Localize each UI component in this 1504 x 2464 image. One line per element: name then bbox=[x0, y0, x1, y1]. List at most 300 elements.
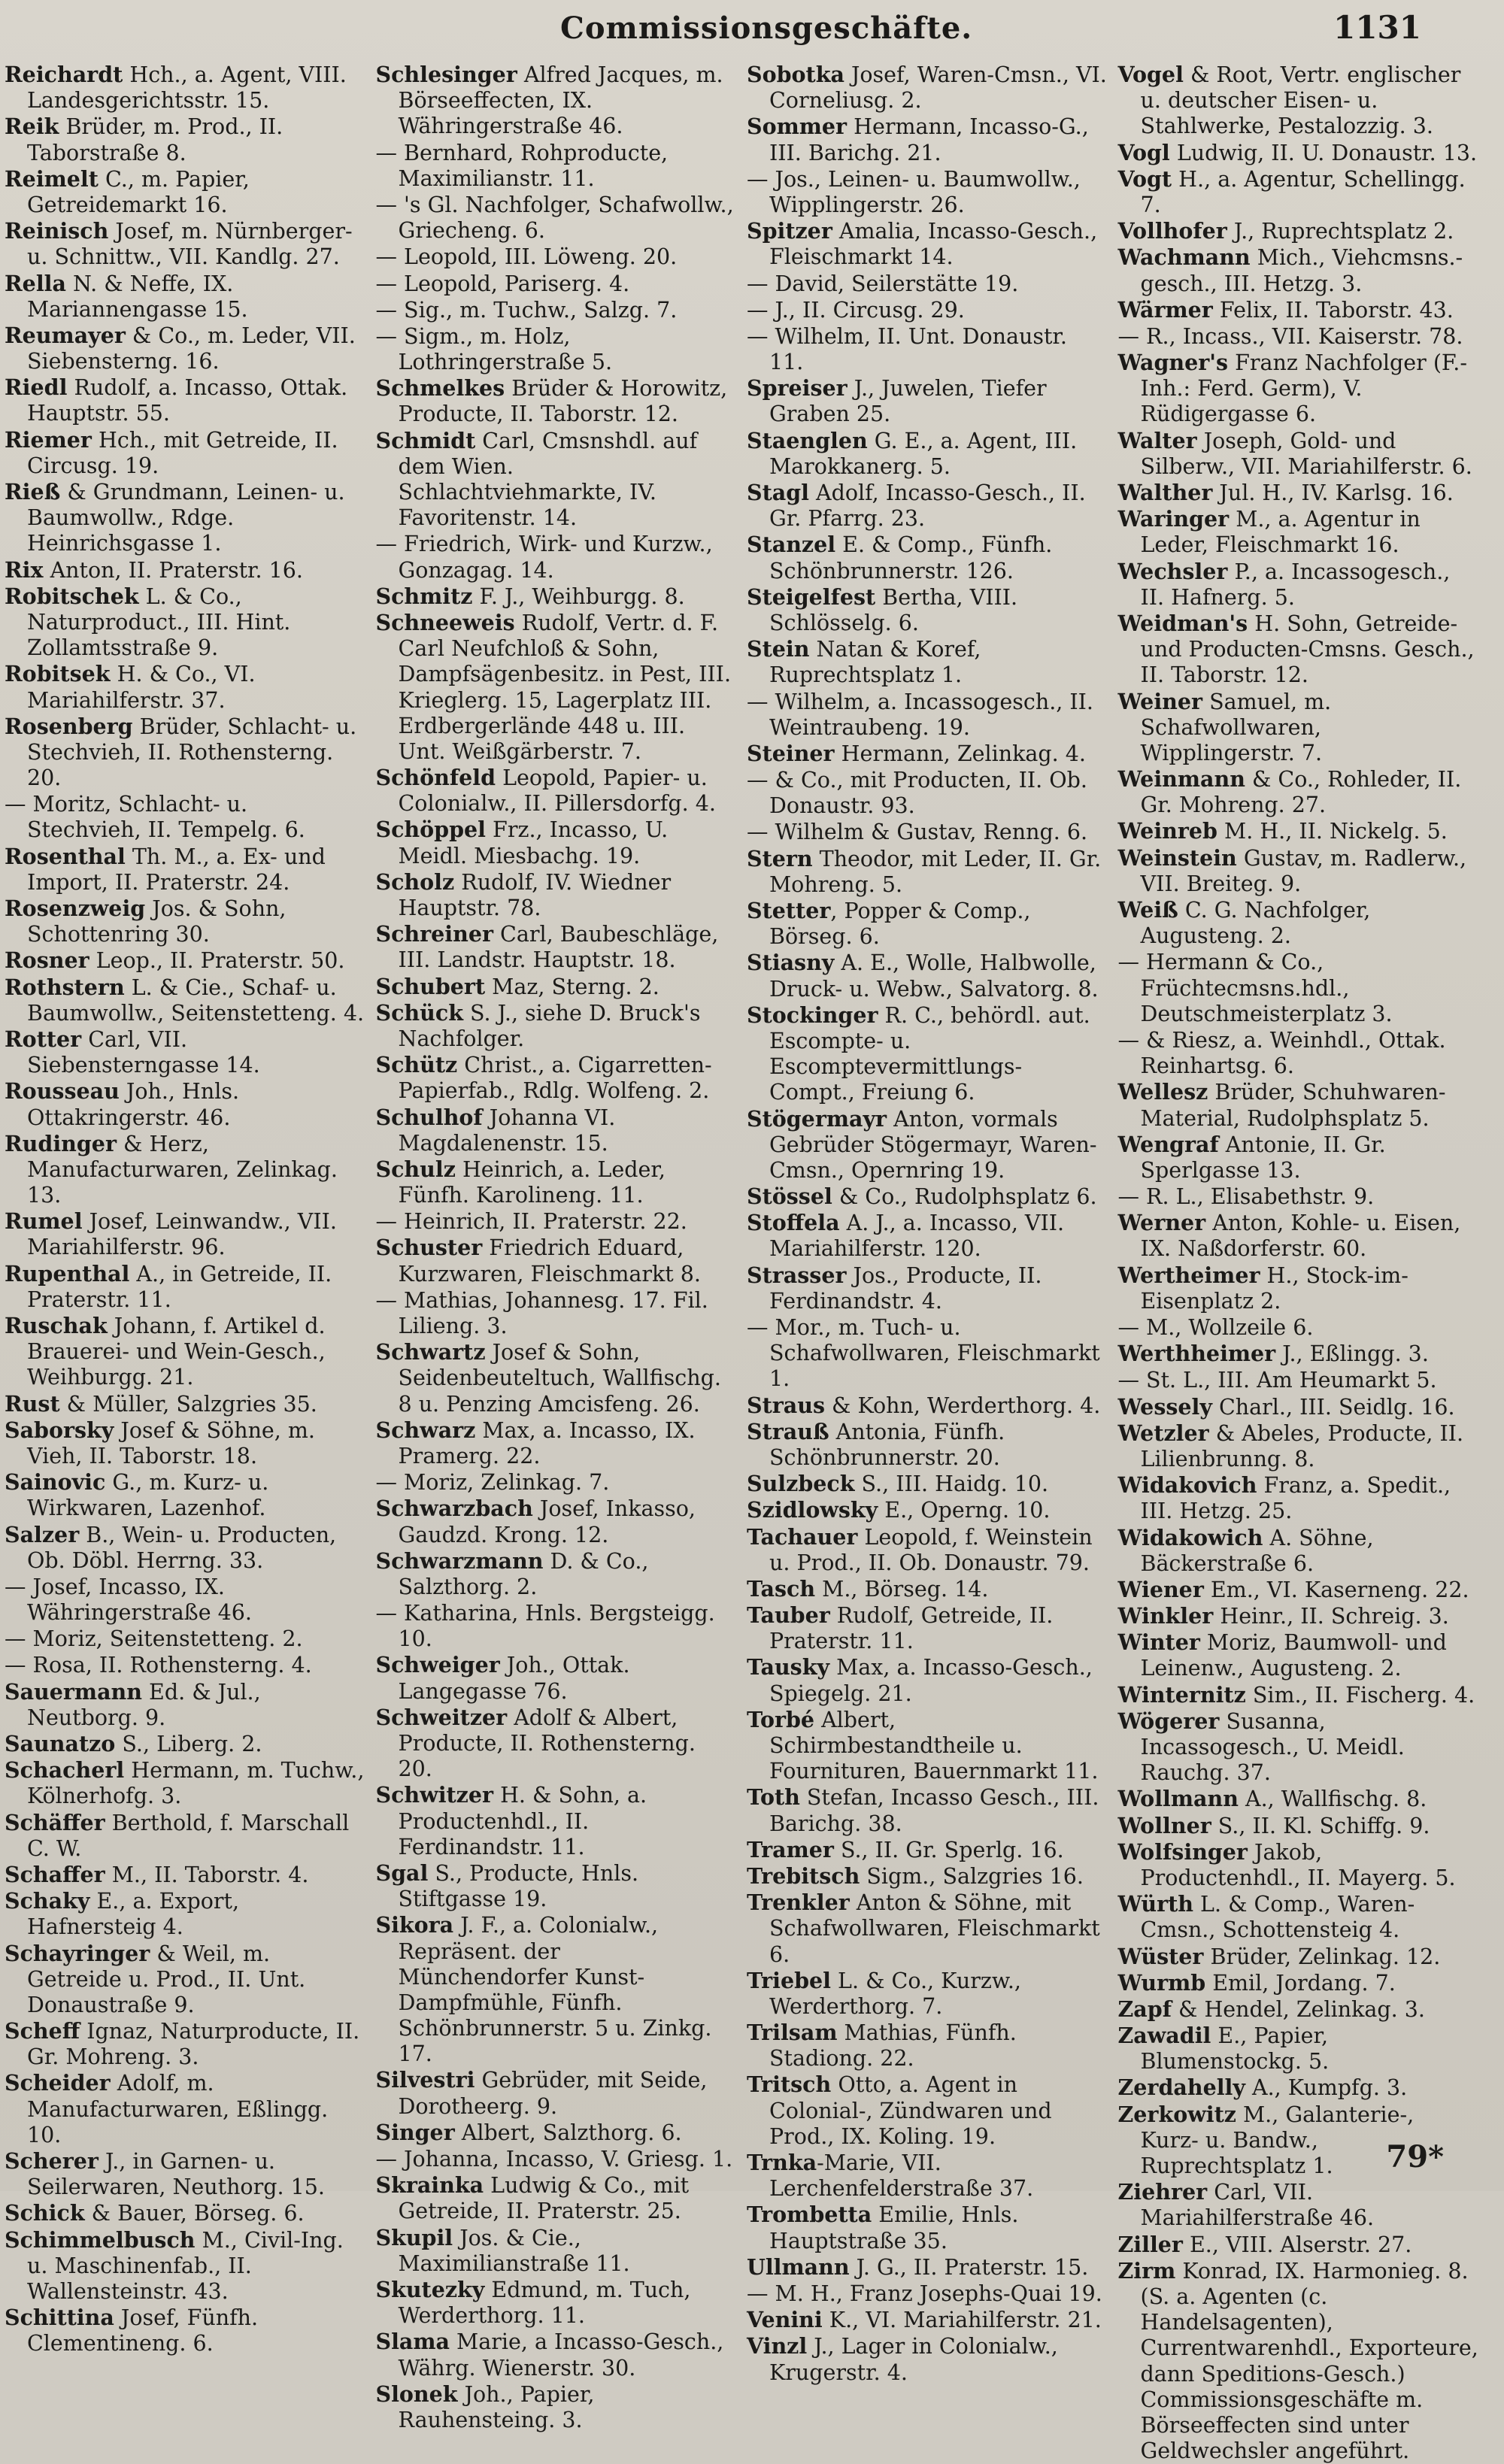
entry-details: Hermann, Incasso-G., III. Barichg. 21. bbox=[769, 114, 1089, 165]
directory-entry bbox=[747, 2307, 1108, 2333]
directory-entry bbox=[747, 1654, 1108, 1706]
directory-entry bbox=[1118, 1786, 1479, 1812]
entry-name: Rix bbox=[5, 556, 44, 583]
entry-name: Rothstern bbox=[5, 974, 125, 1000]
directory-entry bbox=[376, 1105, 737, 1156]
directory-entry bbox=[5, 1652, 365, 1678]
entry-details: M., Civil-Ing. u. Maschinenfab., II. Wallensteinstr. 43. bbox=[27, 2227, 344, 2304]
entry-name: Reichardt bbox=[5, 62, 123, 87]
directory-entry bbox=[747, 898, 1108, 950]
entry-details: Josef & Söhne, m. Vieh, II. Taborstr. 18. bbox=[27, 1417, 315, 1468]
entry-details: & Root, Vertr. englischer u. deutscher Eisen- u. Stahlwerke, Pestalozzig. 3. bbox=[1140, 62, 1461, 139]
entry-name: Tachauer bbox=[747, 1523, 858, 1550]
entry-name: Schreiner bbox=[375, 921, 493, 947]
entry-details: — Wilhelm, a. Incassogesch., II. Weintraubeng. 19. bbox=[747, 689, 1093, 740]
page-title: Commissionsgeschäfte. bbox=[560, 11, 973, 46]
directory-entry bbox=[747, 323, 1108, 375]
entry-name: Trenkler bbox=[747, 1890, 850, 1916]
entry-details: S., Liberg. 2. bbox=[115, 1732, 262, 1756]
entry-name: Zawadil bbox=[1117, 2023, 1211, 2049]
directory-entry bbox=[376, 428, 737, 532]
entry-details: L. & Co., Naturproduct., III. Hint. Zollamtsstraße 9. bbox=[27, 583, 291, 661]
entry-details: Heinr., II. Schreig. 3. bbox=[1213, 1604, 1449, 1629]
entry-details: — & Riesz, a. Weinhdl., Ottak. Reinhartsg. 6. bbox=[1117, 1027, 1446, 1079]
entry-name: Schlesinger bbox=[375, 62, 517, 87]
entry-details: Felix, II. Taborstr. 43. bbox=[1212, 297, 1454, 323]
entry-details: Antonia, Fünfh. Schönbrunnerstr. 20. bbox=[769, 1419, 1005, 1470]
entry-name: Werthheimer bbox=[1117, 1341, 1276, 1367]
entry-details: A. Söhne, Bäckerstraße 6. bbox=[1140, 1525, 1374, 1576]
entry-name: Wachmann bbox=[1117, 244, 1251, 271]
directory-entry bbox=[376, 1339, 737, 1417]
directory-entry bbox=[5, 844, 365, 896]
directory-entry bbox=[1118, 1944, 1479, 1970]
page-header bbox=[0, 6, 1504, 53]
entry-details: Th. M., a. Ex- und Import, II. Praterstr. 24. bbox=[27, 844, 326, 895]
entry-details: J., Lager in Colonialw., Krugerstr. 4. bbox=[769, 2334, 1058, 2385]
directory-entry bbox=[5, 479, 365, 557]
directory-entry bbox=[5, 2148, 365, 2200]
entry-name: Reimelt bbox=[5, 165, 99, 192]
directory-entry bbox=[1118, 1367, 1479, 1393]
entry-details: L. & Co., Kurzw., Werderthorg. 7. bbox=[769, 1968, 1021, 2019]
entry-details: Johanna VI. Magdalenenstr. 15. bbox=[398, 1105, 616, 1156]
entry-details: Carl, VII. Siebensterngasse 14. bbox=[27, 1026, 260, 1078]
directory-entry bbox=[5, 2070, 365, 2148]
directory-entry bbox=[1118, 766, 1479, 818]
entry-details: Gustav, m. Radlerw., VII. Breiteg. 9. bbox=[1140, 845, 1467, 896]
entry-details: Jos. & Sohn, Schottenring 30. bbox=[27, 896, 287, 947]
entry-name: Rust bbox=[5, 1390, 60, 1417]
directory-entry bbox=[747, 950, 1108, 1002]
entry-name: Stögermayr bbox=[747, 1105, 887, 1132]
entry-name: Schmelkes bbox=[375, 375, 505, 402]
entry-name: Wärmer bbox=[1117, 296, 1213, 323]
entry-details: Leop., II. Praterstr. 50. bbox=[89, 948, 345, 974]
directory-entry bbox=[376, 1705, 737, 1783]
entry-details: Carl, VII. Mariahilferstraße 46. bbox=[1140, 2180, 1375, 2231]
directory-entry bbox=[1118, 1682, 1479, 1708]
entry-name: Ruschak bbox=[5, 1313, 108, 1338]
entry-details: Marie, a Incasso-Gesch., Währg. Wienerstr. 30. bbox=[398, 2329, 724, 2381]
entry-details: Josef & Sohn, Seidenbeuteltuch, Wallfischg. 8 u. Penzing Amcisfeng. 26. bbox=[398, 1340, 721, 1417]
directory-entry bbox=[376, 1417, 737, 1469]
directory-entry bbox=[376, 1782, 737, 1860]
directory-entry bbox=[747, 1002, 1108, 1106]
entry-details: — Leopold, Pariserg. 4. bbox=[375, 271, 630, 296]
entry-details: Samuel, m. Schafwollwaren, Wipplingerstr. 7. bbox=[1140, 689, 1332, 765]
entry-name: Sobotka bbox=[747, 62, 844, 87]
directory-entry bbox=[1118, 2023, 1479, 2075]
directory-entry bbox=[747, 375, 1108, 427]
entry-details: Brüder, Zelinkag. 12. bbox=[1203, 1944, 1441, 1969]
directory-entry bbox=[5, 1131, 365, 1209]
entry-name: Sommer bbox=[747, 114, 848, 140]
entry-name: Saborsky bbox=[5, 1417, 114, 1443]
entry-details: Brüder & Horowitz, Producte, II. Taborstr. 12. bbox=[398, 376, 728, 427]
entry-name: Strauß bbox=[747, 1418, 829, 1444]
entry-name: Strasser bbox=[747, 1262, 847, 1288]
entry-details: D. & Co., Salzthorg. 2. bbox=[398, 1548, 649, 1599]
directory-columns bbox=[5, 62, 1478, 2464]
directory-entry bbox=[376, 375, 737, 427]
entry-details: Gebrüder, mit Seide, Dorotheerg. 9. bbox=[398, 2068, 708, 2119]
directory-entry bbox=[1118, 2258, 1479, 2464]
entry-name: Sulzbeck bbox=[747, 1471, 855, 1497]
directory-entry bbox=[5, 1078, 365, 1130]
entry-name: Spreiser bbox=[747, 375, 848, 402]
entry-details: — Sig., m. Tuchw., Salzg. 7. bbox=[375, 297, 678, 323]
page-number: 1131 bbox=[1333, 9, 1421, 46]
entry-name: Schwarz bbox=[375, 1417, 476, 1443]
entry-details: Leopold, f. Weinstein u. Prod., II. Ob. Donaustr. 79. bbox=[769, 1524, 1093, 1575]
entry-details: Josef, Fünfh. Clementineng. 6. bbox=[27, 2305, 259, 2356]
entry-name: Stiasny bbox=[747, 950, 835, 976]
entry-details: — Rosa, II. Rothensterng. 4. bbox=[5, 1653, 312, 1678]
entry-name: Ziller bbox=[1117, 2231, 1183, 2257]
entry-details: Joh., Ottak. Langegasse 76. bbox=[398, 1653, 630, 1704]
directory-entry bbox=[5, 1626, 365, 1652]
entry-details: & Bauer, Börseg. 6. bbox=[84, 2201, 305, 2226]
entry-name: Triebel bbox=[747, 1967, 831, 1993]
entry-name: Sauermann bbox=[5, 1678, 142, 1705]
entry-name: Vogl bbox=[1117, 139, 1170, 165]
directory-entry bbox=[747, 532, 1108, 583]
directory-entry bbox=[376, 2225, 737, 2277]
entry-details: A., Wallfischg. 8. bbox=[1238, 1787, 1427, 1812]
entry-details: & Müller, Salzgries 35. bbox=[59, 1391, 317, 1417]
directory-entry bbox=[376, 1912, 737, 2067]
entry-name: Schmitz bbox=[375, 583, 473, 609]
entry-name: Rosenthal bbox=[5, 843, 126, 869]
directory-entry bbox=[1118, 1525, 1479, 1577]
entry-details: J. G., II. Praterstr. 15. bbox=[849, 2254, 1089, 2280]
entry-name: Reumayer bbox=[5, 322, 126, 348]
entry-details: Ignaz, Naturproducte, II. Gr. Mohreng. 3. bbox=[27, 2019, 360, 2070]
entry-details: Otto, a. Agent in Colonial-, Zündwaren und Prod., IX. Koling. 19. bbox=[769, 2072, 1052, 2149]
entry-details: Adolf, m. Manufacturwaren, Eßlingg. 10. bbox=[27, 2071, 329, 2147]
directory-entry bbox=[5, 1026, 365, 1078]
directory-entry bbox=[5, 114, 365, 165]
entry-details: S., III. Haidg. 10. bbox=[854, 1471, 1049, 1497]
entry-name: Stern bbox=[747, 845, 813, 871]
entry-name: Schöppel bbox=[375, 817, 486, 843]
entry-details: & Co., Rudolphsplatz 6. bbox=[832, 1184, 1097, 1210]
entry-name: Trebitsch bbox=[747, 1862, 860, 1889]
entry-name: Steigelfest bbox=[747, 583, 876, 610]
entry-details: A., Kumpfg. 3. bbox=[1245, 2075, 1408, 2101]
directory-entry bbox=[747, 2202, 1108, 2253]
directory-entry bbox=[747, 1837, 1108, 1863]
entry-name: Wurmb bbox=[1117, 1969, 1206, 1996]
entry-name: Szidlowsky bbox=[747, 1497, 878, 1523]
entry-details: E., Operng. 10. bbox=[878, 1498, 1051, 1523]
directory-entry bbox=[747, 1393, 1108, 1419]
directory-entry bbox=[5, 271, 365, 323]
directory-entry bbox=[1118, 1472, 1479, 1524]
entry-name: Rosenberg bbox=[5, 713, 133, 739]
column-3 bbox=[747, 62, 1108, 2385]
entry-details: Charl., III. Seidlg. 16. bbox=[1211, 1394, 1455, 1420]
entry-details: — Moriz, Zelinkag. 7. bbox=[375, 1470, 610, 1496]
entry-name: Schütz bbox=[375, 1052, 458, 1078]
directory-entry bbox=[747, 1890, 1108, 1968]
entry-details: Brüder, Schuhwaren-Material, Rudolphsplatz 5. bbox=[1140, 1080, 1446, 1131]
entry-name: Tasch bbox=[747, 1575, 816, 1602]
directory-entry bbox=[5, 896, 365, 947]
entry-name: Schwartz bbox=[375, 1339, 486, 1365]
directory-entry bbox=[747, 1602, 1108, 1654]
entry-details: Frz., Incasso, U. Meidl. Miesbachg. 19. bbox=[398, 817, 669, 868]
entry-name: Schönfeld bbox=[375, 765, 496, 791]
entry-name: Zirm bbox=[1117, 2257, 1176, 2284]
entry-details: Leopold, Papier- u. Colonialw., II. Pillersdorfg. 4. bbox=[398, 765, 716, 817]
entry-details: L. & Cie., Schaf- u. Baumwollw., Seitenstetteng. 4. bbox=[27, 974, 365, 1026]
entry-name: Staenglen bbox=[747, 427, 868, 453]
entry-details: Brüder, Schlacht- u. Stechvieh, II. Rothensterng. 20. bbox=[27, 714, 357, 791]
directory-entry bbox=[5, 1862, 365, 1888]
entry-name: Vinzl bbox=[747, 2333, 808, 2359]
directory-entry bbox=[5, 218, 365, 270]
entry-name: Vogt bbox=[1117, 165, 1172, 192]
directory-entry bbox=[5, 661, 365, 713]
directory-entry bbox=[5, 1417, 365, 1469]
directory-entry bbox=[376, 2381, 737, 2433]
entry-details: & Grundmann, Leinen- u. Baumwollw., Rdge. Heinrichsgasse 1. bbox=[27, 480, 345, 556]
entry-details: Rudolf, IV. Wiedner Hauptstr. 78. bbox=[398, 869, 672, 920]
entry-details: H., Stock-im-Eisenplatz 2. bbox=[1140, 1262, 1408, 1314]
entry-details: H. & Co., VI. Mariahilferstr. 37. bbox=[27, 662, 256, 713]
entry-name: Wechsler bbox=[1117, 558, 1228, 584]
directory-entry bbox=[376, 192, 737, 244]
entry-details: — & Co., mit Producten, II. Ob. Donaustr. 93. bbox=[747, 768, 1087, 819]
entry-details: Rudolf, Getreide, II. Praterstr. 11. bbox=[769, 1603, 1054, 1654]
entry-name: Schuster bbox=[375, 1235, 483, 1261]
entry-details: Adolf & Albert, Producte, II. Rothensterng. 20. bbox=[398, 1705, 696, 1782]
directory-entry bbox=[5, 1810, 365, 1862]
entry-details: — J., II. Circusg. 29. bbox=[747, 297, 965, 323]
directory-entry bbox=[1118, 2232, 1479, 2258]
directory-entry bbox=[747, 1471, 1108, 1497]
entry-details: — St. L., III. Am Heumarkt 5. bbox=[1117, 1368, 1437, 1393]
entry-details: Anton & Söhne, mit Schafwollwaren, Fleischmarkt 6. bbox=[769, 1890, 1100, 1967]
directory-entry bbox=[1118, 1184, 1479, 1210]
directory-entry bbox=[376, 1548, 737, 1600]
directory-entry bbox=[5, 714, 365, 792]
entry-name: Sgal bbox=[375, 1859, 429, 1886]
entry-name: Winter bbox=[1117, 1629, 1200, 1656]
directory-entry bbox=[1118, 897, 1479, 949]
entry-name: Reik bbox=[5, 114, 59, 140]
entry-details: — Jos., Leinen- u. Baumwollw., Wipplingerstr. 26. bbox=[747, 166, 1081, 217]
entry-name: Reinisch bbox=[5, 218, 109, 244]
entry-name: Stössel bbox=[747, 1184, 832, 1210]
entry-details: S., II. Kl. Schiffg. 9. bbox=[1211, 1813, 1430, 1838]
entry-name: Schubert bbox=[375, 973, 486, 999]
entry-name: Rousseau bbox=[5, 1078, 120, 1105]
directory-entry bbox=[747, 584, 1108, 636]
directory-entry bbox=[5, 2305, 365, 2356]
entry-name: Schacherl bbox=[5, 1757, 125, 1784]
entry-name: Stagl bbox=[747, 480, 809, 505]
entry-name: Stockinger bbox=[747, 1002, 878, 1028]
entry-details: Josef, Leinwandw., VII. Mariahilferstr. 96. bbox=[27, 1209, 337, 1260]
directory-entry bbox=[747, 1106, 1108, 1184]
directory-entry bbox=[1118, 611, 1479, 689]
entry-name: Wagner's bbox=[1117, 350, 1229, 376]
directory-entry bbox=[747, 767, 1108, 819]
entry-details: Albert, Schirmbestandtheile u. Fournituren, Bauernmarkt 11. bbox=[769, 1707, 1099, 1784]
directory-entry bbox=[5, 1888, 365, 1940]
entry-name: Trombetta bbox=[747, 2202, 872, 2228]
directory-entry bbox=[376, 1860, 737, 1912]
directory-entry bbox=[1118, 818, 1479, 844]
entry-details: J. F., a. Colonialw., Repräsent. der Münchendorfer Kunst-Dampfmühle, Fünfh. Schönbrunnerstr. 5 u. Zinkg. 17. bbox=[398, 1913, 712, 2067]
directory-entry bbox=[1118, 218, 1479, 244]
directory-entry bbox=[747, 1863, 1108, 1890]
column-1 bbox=[5, 62, 365, 2356]
directory-entry bbox=[376, 531, 737, 583]
directory-entry bbox=[376, 140, 737, 192]
directory-entry bbox=[747, 1314, 1108, 1393]
entry-details: Joh., Hnls. Ottakringerstr. 46. bbox=[27, 1079, 240, 1130]
directory-entry bbox=[1118, 2075, 1479, 2101]
entry-details: L. & Comp., Waren-Cmsn., Schottensteig 4. bbox=[1140, 1892, 1415, 1943]
directory-entry bbox=[1118, 2179, 1479, 2231]
entry-name: Wellesz bbox=[1117, 1079, 1208, 1105]
entry-details: M., II. Taborstr. 4. bbox=[105, 1862, 309, 1887]
entry-details: A. J., a. Incasso, VII. Mariahilferstr. 120. bbox=[769, 1211, 1065, 1262]
entry-name: Vogel bbox=[1117, 62, 1184, 87]
directory-entry bbox=[1118, 244, 1479, 296]
directory-entry bbox=[1118, 1341, 1479, 1367]
directory-entry bbox=[1118, 1027, 1479, 1079]
entry-details: Josef, Waren-Cmsn., VI. Corneliusg. 2. bbox=[769, 62, 1107, 114]
directory-entry bbox=[747, 1576, 1108, 1602]
entry-details: Jul. H., IV. Karlsg. 16. bbox=[1212, 480, 1454, 505]
entry-details: Anton, Kohle- u. Eisen, IX. Naßdorferstr. 60. bbox=[1140, 1211, 1461, 1262]
directory-entry bbox=[747, 2333, 1108, 2385]
directory-entry bbox=[5, 1261, 365, 1313]
entry-details: Brüder, m. Prod., II. Taborstraße 8. bbox=[27, 114, 284, 165]
directory-entry bbox=[1118, 1210, 1479, 1262]
directory-entry bbox=[5, 1941, 365, 2019]
entry-name: Wollmann bbox=[1117, 1786, 1239, 1812]
entry-name: Wengraf bbox=[1117, 1131, 1219, 1157]
directory-entry bbox=[1118, 428, 1479, 480]
directory-entry bbox=[376, 921, 737, 973]
entry-details: Bertha, VIII. Schlösselg. 6. bbox=[769, 584, 1018, 635]
entry-name: Stoffela bbox=[747, 1210, 840, 1236]
directory-entry bbox=[5, 1313, 365, 1391]
directory-entry bbox=[376, 1156, 737, 1208]
directory-entry bbox=[747, 218, 1108, 270]
entry-details: G., m. Kurz- u. Wirkwaren, Lazenhof. bbox=[27, 1470, 269, 1521]
entry-name: Riemer bbox=[5, 426, 92, 453]
directory-entry bbox=[376, 1052, 737, 1104]
entry-name: Rumel bbox=[5, 1208, 83, 1235]
directory-entry bbox=[5, 947, 365, 974]
directory-entry bbox=[1118, 1394, 1479, 1420]
entry-details: Albert, Salzthorg. 6. bbox=[454, 2120, 682, 2145]
entry-name: Schaffer bbox=[5, 1861, 105, 1887]
entry-details: — Katharina, Hnls. Bergsteigg. 10. bbox=[375, 1601, 715, 1652]
entry-details: Ed. & Jul., Neutborg. 9. bbox=[27, 1679, 261, 1730]
entry-name: Tauber bbox=[747, 1602, 830, 1629]
entry-name: Scheff bbox=[5, 2018, 80, 2044]
entry-details: Maz, Sterng. 2. bbox=[485, 974, 660, 999]
entry-name: Venini bbox=[747, 2307, 823, 2333]
entry-details: Hermann, m. Tuchw., Kölnerhofg. 3. bbox=[27, 1758, 365, 1809]
entry-details: Amalia, Incasso-Gesch., Fleischmarkt 14. bbox=[769, 219, 1098, 270]
entry-name: Scherer bbox=[5, 2148, 99, 2174]
entry-details: Theodor, mit Leder, II. Gr. Mohreng. 5. bbox=[769, 846, 1102, 897]
directory-entry bbox=[1118, 1891, 1479, 1943]
entry-details: Jos., Producte, II. Ferdinandstr. 4. bbox=[769, 1262, 1042, 1314]
directory-entry bbox=[5, 427, 365, 479]
entry-details: Adolf, Incasso-Gesch., II. Gr. Pfarrg. 23. bbox=[769, 480, 1086, 532]
directory-entry bbox=[1118, 1262, 1479, 1314]
entry-name: Tritsch bbox=[747, 2072, 832, 2098]
entry-details: Em., VI. Kaserneng. 22. bbox=[1203, 1577, 1469, 1602]
entry-details: Josef, Inkasso, Gaudzd. Krong. 12. bbox=[398, 1496, 696, 1547]
entry-name: Skupil bbox=[375, 2224, 453, 2250]
directory-entry bbox=[376, 2172, 737, 2224]
directory-entry bbox=[747, 741, 1108, 767]
entry-name: Weinmann bbox=[1117, 766, 1245, 793]
entry-name: Trilsam bbox=[747, 2020, 838, 2046]
directory-entry bbox=[5, 1522, 365, 1574]
directory-entry bbox=[747, 1968, 1108, 2020]
entry-name: Schmidt bbox=[375, 427, 476, 453]
directory-entry bbox=[747, 166, 1108, 218]
entry-name: Zerkowitz bbox=[1117, 2101, 1236, 2127]
entry-details: F. J., Weihburgg. 8. bbox=[472, 583, 685, 609]
directory-entry bbox=[1118, 559, 1479, 611]
entry-details: Jos. & Cie., Maximilianstraße 11. bbox=[398, 2225, 630, 2276]
entry-name: Wüster bbox=[1117, 1943, 1204, 1969]
directory-entry bbox=[376, 1287, 737, 1339]
entry-name: Ziehrer bbox=[1117, 2179, 1208, 2205]
entry-details: Konrad, IX. Harmonieg. 8. (S. a. Agenten (c. Handelsagenten), Currentwarenhdl., Exporteure, dann Speditions-Gesch.) Commissionsgeschäfte m. Börseeffecten sind unter Geldwechsler angeführt. bbox=[1140, 2258, 1478, 2464]
directory-entry bbox=[1118, 323, 1479, 350]
entry-name: Waringer bbox=[1117, 506, 1230, 532]
directory-entry bbox=[747, 2150, 1108, 2202]
directory-entry bbox=[376, 62, 737, 140]
entry-name: Schwarzbach bbox=[375, 1496, 533, 1522]
entry-name: Wiener bbox=[1117, 1576, 1204, 1602]
directory-entry bbox=[5, 557, 365, 583]
directory-entry bbox=[5, 1731, 365, 1757]
entry-name: Stetter bbox=[747, 898, 831, 923]
directory-entry bbox=[376, 583, 737, 610]
directory-entry bbox=[376, 2120, 737, 2146]
entry-details: — David, Seilerstätte 19. bbox=[747, 271, 1019, 296]
directory-entry bbox=[5, 583, 365, 662]
directory-entry bbox=[1118, 297, 1479, 323]
directory-entry bbox=[376, 765, 737, 817]
entry-name: Wertheimer bbox=[1117, 1262, 1260, 1288]
entry-name: Weinreb bbox=[1117, 818, 1217, 844]
directory-entry bbox=[5, 1391, 365, 1417]
entry-name: Robitschek bbox=[5, 583, 139, 609]
directory-entry bbox=[376, 2329, 737, 2381]
entry-details: G. E., a. Agent, III. Marokkanerg. 5. bbox=[769, 428, 1078, 479]
entry-details: P., a. Incassogesch., II. Hafnerg. 5. bbox=[1140, 559, 1451, 610]
entry-details: Alfred Jacques, m. Börseeffecten, IX. Währingerstraße 46. bbox=[398, 62, 723, 139]
entry-details: -Marie, VII. Lerchenfelderstraße 37. bbox=[769, 2150, 1034, 2202]
entry-details: — Friedrich, Wirk- und Kurzw., Gonzagag. 14. bbox=[375, 532, 713, 583]
